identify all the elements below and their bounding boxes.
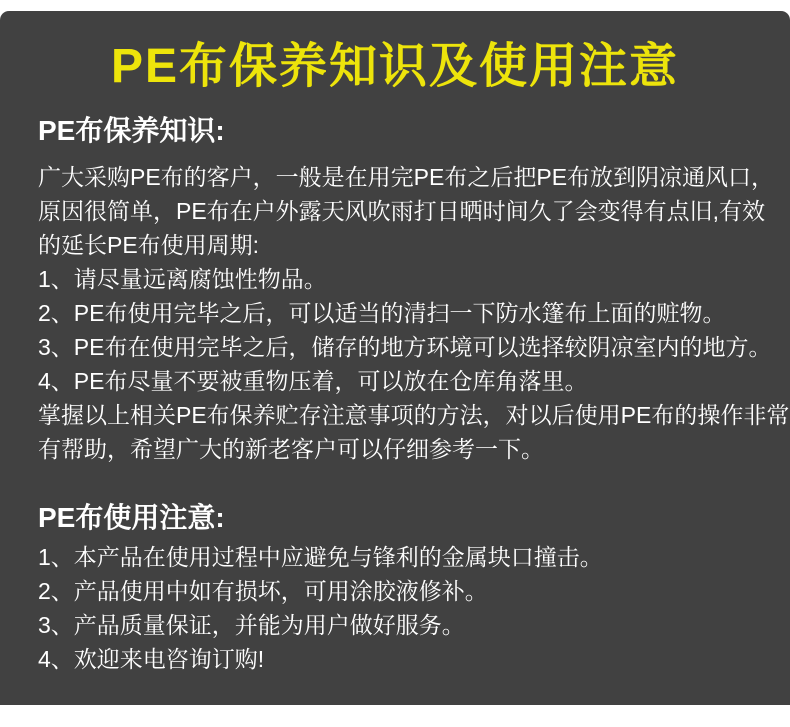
list-item: 1、请尽量远离腐蚀性物品。 xyxy=(38,266,327,292)
list-item: 4、PE布尽量不要被重物压着，可以放在仓库角落里。 xyxy=(38,368,588,394)
content-area xyxy=(0,116,790,676)
list-item: 3、产品质量保证，并能为用户做好服务。 xyxy=(38,612,465,638)
page-title: PE布保养知识及使用注意 xyxy=(110,40,680,93)
section-maintenance-heading: PE布保养知识: xyxy=(38,115,225,146)
list-item: 3、PE布在使用完毕之后，储存的地方环境可以选择较阴凉室内的地方。 xyxy=(38,334,772,360)
list-item: 2、产品使用中如有损坏，可用涂胶液修补。 xyxy=(38,578,488,604)
list-item: 2、PE布使用完毕之后，可以适当的清扫一下防水篷布上面的赃物。 xyxy=(38,300,726,326)
text-line: 掌握以上相关PE布保养贮存注意事项的方法，对以后使用PE布的操作非常 xyxy=(38,402,790,428)
list-item: 4、欢迎来电咨询订购! xyxy=(38,646,265,672)
list-item: 1、本产品在使用过程中应避免与锋利的金属块口撞击。 xyxy=(38,544,603,570)
section-usage-heading: PE布使用注意: xyxy=(38,502,225,533)
text-line: 的延长PE布使用周期: xyxy=(38,232,260,258)
text-line: 有帮助，希望广大的新老客户可以仔细参考一下。 xyxy=(38,436,544,462)
content-panel xyxy=(0,11,790,705)
text-line: 广大采购PE布的客户，一般是在用完PE布之后把PE布放到阴凉通风口， xyxy=(38,164,775,190)
section-maintenance-body xyxy=(38,160,790,466)
text-line: 原因很简单，PE布在户外露天风吹雨打日晒时间久了会变得有点旧,有效 xyxy=(38,198,766,224)
section-usage-body xyxy=(38,540,776,676)
